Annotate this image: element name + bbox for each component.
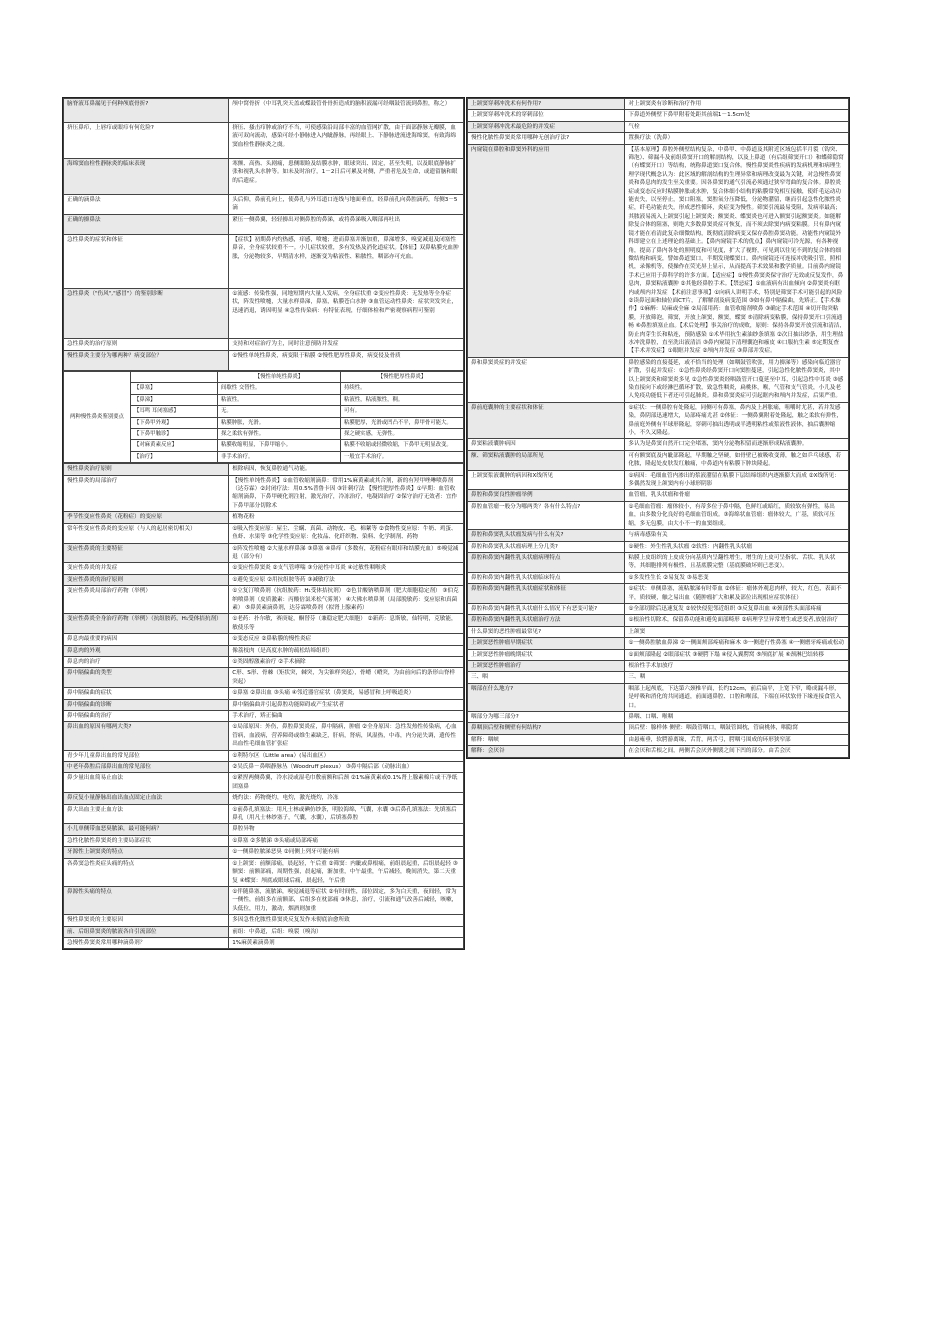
comparison-item: 【对麻黄素反应】	[131, 440, 218, 451]
comparison-value: 粘膜收缩明显，下鼻甲缩小。	[218, 440, 341, 451]
qa-row	[64, 159, 464, 195]
question-cell: 鼻腔和鼻窦良性肿瘤举例	[468, 490, 625, 501]
qa-row	[64, 235, 464, 289]
qa-row	[468, 110, 849, 121]
comparison-value: 探之硬实感，无弹性。	[341, 429, 464, 440]
answer-cell: 多因急性化脓性鼻窦炎反复发作未彻底治愈所致	[229, 915, 464, 926]
question-cell: 变应性鼻炎全身治疗药物（举例）（抗组胺药，H₁受体拮抗剂）	[64, 614, 229, 634]
question-cell: 慢性鼻窦炎的主要原因	[64, 915, 229, 926]
question-cell: 鼻出血的原因有哪两大类?	[64, 722, 229, 750]
comparison-value: 粘膜肿胀，光滑。	[218, 417, 341, 428]
question-cell: 常年性变应性鼻炎的变应原（与人的起居密切相关）	[64, 523, 229, 543]
qa-row	[64, 656, 464, 667]
answer-cell: 1%麻黄素滴鼻剂	[229, 937, 464, 948]
qa-table-right	[467, 98, 849, 758]
qa-row	[468, 626, 849, 637]
left-column	[62, 97, 465, 950]
answer-cell: 三、咽	[625, 672, 849, 683]
answer-cell: ①利特尔区（Little area）(易出血区）	[229, 750, 464, 761]
question-cell: 解释：会厌谷	[468, 746, 625, 757]
qa-row	[64, 645, 464, 656]
comparison-value: 持续性。	[341, 383, 464, 394]
qa-row	[64, 688, 464, 699]
qa-row	[64, 886, 464, 914]
answer-cell: ①紧捏两侧鼻翼，冷水浸或湿毛巾敷前额和后颈 ②1%麻黄素或0.1%肾上腺素棉片或干净纸团塞鼻	[229, 773, 464, 793]
qa-row	[468, 603, 849, 614]
answer-cell: ①症状：单侧鼻塞，流粘脓涕有时带血 ②体征：瘤体外观息肉样，较大，红色，表面不平，质较硬，触之易出血（随肿瘤扩大和累及部位出现相应症状体征）	[625, 584, 849, 604]
answer-cell: ①变态反应 ②鼻粘膜的慢性炎症	[229, 634, 464, 645]
qa-row	[468, 746, 849, 757]
qa-row	[64, 215, 464, 235]
answer-cell: ①鼻塞 ②鼻出血 ③头痛 ④邻近器官症状（鼻窦炎，易感冒和上呼吸道炎）	[229, 688, 464, 699]
question-cell: 解释：咽峡	[468, 734, 625, 745]
question-cell: 鼻腔和鼻窦内翻性乳头状瘤症状和体征	[468, 584, 625, 604]
answer-cell: ①阵发性喷嚏 ②大量水样鼻涕 ③鼻塞 ④鼻痒（多数有，花粉症有眼痒和结膜充血）⑤嗅觉减退（部分有）	[229, 543, 464, 563]
answer-cell: 寒颤、高热、头剧痛，患侧眼睑及结膜水肿，眼球突出、固定，甚至失明，以及眼底静脉扩张和视乳头水肿等。如未及时治疗，1－2日后可累及对侧，严重者危及生命，或遗留脑和眼的后遗症。	[229, 159, 464, 195]
answer-cell: ①一侧鼻腔脓涕恶臭 ②同侧上列牙可能有病	[229, 847, 464, 858]
comparison-value: 一般宜手术治疗。	[341, 451, 464, 462]
answer-cell: ①多发性生长 ②易复发 ③易恶变	[625, 572, 849, 583]
question-cell: 小儿单侧带血恶臭脓涕，最可能何病？	[64, 824, 229, 835]
comparison-value: 非手术治疗。	[218, 451, 341, 462]
answer-cell: ①一侧鼻腔脓血鼻涕 ②一侧面颊部疼痛和麻木 ③一侧进行性鼻塞 ④一侧磨牙疼痛或松动	[625, 638, 849, 649]
answer-cell: 植物花粉	[229, 512, 464, 523]
question-cell: 变应性鼻炎的并发症	[64, 563, 229, 574]
qa-row	[64, 804, 464, 824]
answer-cell: C形、S形、骨棘（矩状突，棘突，为尖锥样突起），骨嵴（嵴突，为由前向后的条形山脊样突起）	[229, 668, 464, 688]
answer-cell: 多认为是鼻窦自然开口完全堵塞，窦内分泌物积留而逐渐形成粘液囊肿。	[625, 439, 849, 450]
question-cell: 鼻息肉最重要的病因	[64, 634, 229, 645]
answer-cell: ①局部原因：外伤，鼻腔鼻窦炎症，鼻中隔病，肿瘤 ②全身原因：急性发热性传染病，心血管病，血液病，营养障碍或维生素缺乏，肝病，肾病，风湿热，中毒，内分泌失调，遗传性出血性毛细血管扩张症	[229, 722, 464, 750]
answer-cell: 紧压一侧鼻翼，轻轻擤出对侧鼻腔的鼻涕，或将鼻涕吸入咽部再吐出	[229, 215, 464, 235]
question-cell: 上颌窦恶性肿瘤晚期症状	[468, 649, 625, 660]
answer-cell: ①吸入性变应原：屋尘、尘螨、真菌、动物皮、毛、棉絮等 ②食物性变应原：牛奶、鸡蛋、鱼虾、水果等 ③化学性变应原：化妆品、化纤织物、染料、化学制剂、药物	[229, 523, 464, 543]
comparison-item: 【下鼻甲触诊】	[131, 429, 218, 440]
qa-row	[64, 339, 464, 351]
qa-row	[468, 541, 849, 552]
right-column	[466, 97, 850, 759]
question-cell: 前、后组鼻窦炎的脓液各自引流部位	[64, 926, 229, 937]
answer-cell: 【慢性单纯性鼻炎】①血管收缩剂滴鼻：常用1%麻黄素或其合剂，新的有羟甲唑啉喷鼻剂（达芬霖）②封闭疗法：用0.5%普鲁卡因 ③针刺疗法 【慢性肥厚性鼻炎】①早期：血管收缩剂滴鼻，下鼻甲硬化剂注射，激光治疗，冷冻治疗，电凝固治疗 ②保守治疗无效者：宜作下鼻甲部分切除术	[229, 475, 464, 512]
question-cell: 什么鼻窦的恶性肿瘤最常见?	[468, 626, 625, 637]
qa-row	[468, 672, 849, 683]
answer-cell: ①毛细血管瘤：瘤体较小，有蒂多位于鼻中隔，色鲜红或暗红，质较软有弹性，易出血，由多数分化良好的毛细血管组成。③海绵状血管瘤：瘤体较大，广基，质软可压缩，多无包膜，由大小不一的血窦组成。	[625, 501, 849, 529]
question-cell: 上颌窦恶性肿瘤治疗	[468, 660, 625, 671]
answer-cell: 手术治疗，矫正偏曲	[229, 711, 464, 722]
question-cell: 急性鼻炎的治疗原则	[64, 339, 229, 351]
qa-row	[468, 121, 849, 132]
answer-cell: 鼻咽、口咽、喉咽	[625, 712, 849, 723]
comparison-item: 【鼻塞】	[131, 383, 218, 394]
answer-cell: ①根治性切除术，保留鼻功能和避免面部畸形 ②病理学呈异常增生或恶变者,放射治疗	[625, 615, 849, 626]
comparison-header-cell: 【慢性肥厚性鼻炎】	[341, 372, 464, 383]
comparison-value: 粘液性，粘液脓性，稠。	[341, 394, 464, 405]
qa-row	[468, 133, 849, 144]
question-cell: 上颌窦穿刺冲洗术有何作用?	[468, 99, 625, 110]
comparison-value: 粘液性。	[218, 394, 341, 405]
qa-row	[64, 915, 464, 926]
qa-row	[64, 847, 464, 858]
question-cell: 鼻窦粘液囊肿病因	[468, 439, 625, 450]
comparison-table	[63, 371, 464, 463]
qa-row	[468, 584, 849, 604]
question-cell: 慢性鼻炎治疗原则	[64, 464, 229, 475]
question-cell: 上颌窦浆液囊肿的病因和X线所见	[468, 470, 625, 490]
answer-cell: 可有额窦底及内眦部隆起，早期触之坚硬，如骨壁已被吸收变薄，触之如乒乓球感，若化脓，隆起处皮肤发红触痛，中鼻道内有粘膜下肿块隆起。	[625, 450, 849, 470]
question-cell: 急性鼻炎的症状和体征	[64, 235, 229, 289]
qa-row	[64, 586, 464, 614]
comparison-item: 【治疗】	[131, 451, 218, 462]
question-cell: 内窥镜在鼻腔和鼻窦外科的应用	[468, 144, 625, 357]
answer-cell: ①慢性单纯性鼻炎，病变限于粘膜 ②慢性肥厚性鼻炎，病变侵及骨质	[229, 351, 464, 371]
question-cell: 鼻大出血主要止血方法	[64, 804, 229, 824]
qa-row	[64, 937, 464, 948]
comparison-item: 【下鼻甲外观】	[131, 417, 218, 428]
answer-cell: 由悬雍垂，软腭游离缘，舌背，两舌弓，腭咽弓围成的环形狭窄部	[625, 734, 849, 745]
qa-row	[468, 357, 849, 402]
answer-cell: ①立复汀喷鼻剂（抗组胺药：H₁受体拮抗剂） ②色甘酸钠喷鼻剂（肥大细胞稳定剂） ③伯克纳喷鼻剂（皮质激素：丙酸倍氯米松气雾剂） ④大佛水喷鼻剂（局部脱敏药：变应原和真菌素） ⑤鼻黄素滴鼻剂，达芬霖喷鼻剂（拟肾上腺素药）	[229, 586, 464, 614]
comparison-value: 无。	[218, 406, 341, 417]
qa-row	[64, 99, 464, 123]
question-cell: 额、筛窦粘液囊肿的局部所见	[468, 450, 625, 470]
question-cell: 鼻腔和鼻窦内翻性乳头状瘤临床特点	[468, 572, 625, 583]
qa-row	[64, 523, 464, 543]
answer-cell: ②吴氏鼻－鼻咽静脉丛（Woodruff plexus） ③鼻中隔后部（动脉出血）	[229, 762, 464, 773]
question-cell: 挤压鼻疖，上唇疖或眼疖有何危险?	[64, 123, 229, 159]
answer-cell: ①老药：扑尔敏，赛庚啶，酮替芬（兼稳定肥大细胞） ②新药：息斯敏，仙特明，克敏能，敏使乐等	[229, 614, 464, 634]
qa-row	[468, 723, 849, 734]
answer-cell: 挤压、搔击疖肿或治疗不当，可使感染沿局部丰富的血管网扩散，由于面部静脉无瓣膜，血液可双向流动，感染可经小静脉进入内眦静脉，再经眼上、下静脉进流进海绵窦，有致海绵窦血栓性静脉炎之虞。	[229, 123, 464, 159]
qa-row	[468, 638, 849, 649]
question-cell: 变应性鼻炎局部治疗药物（举例）	[64, 586, 229, 614]
question-cell: 鼻中隔偏曲的症状	[64, 688, 229, 699]
question-cell: 鼻咽顶后壁和侧壁有何结构?	[468, 723, 625, 734]
answer-cell: ①上颌窦：前额部痛，晨起轻，午后重 ②筛窦：内眦或鼻根痛，前组晨起重，后组晨起轻 ③额窦：前额部痛，周期性强，晨起痛，渐加重，中午最重，午后减轻，晚间消失，第二天重复 ④蝶窦：颅底或眼球后痛，晨起轻，午后重	[229, 858, 464, 886]
question-cell: 鼻中隔偏曲的治疗	[64, 711, 229, 722]
qa-table-left	[63, 98, 464, 371]
answer-cell: 顶后壁：腺样体 侧壁：咽鼓管咽口，咽鼓管圆枕，管扁桃体，咽隐窝	[625, 723, 849, 734]
answer-cell: 下鼻道外侧壁下鼻甲附着处距其前端1－1.5cm处	[625, 110, 849, 121]
question-cell: 咽部在什么地方?	[468, 683, 625, 711]
comparison-header-cell	[131, 372, 218, 383]
answer-cell: 上颌窦	[625, 626, 849, 637]
answer-cell: 【基本原理】鼻腔外侧壁结构复杂，中鼻甲、中鼻道及其附近区域包括半月裂（钩突、筛泡）、筛漏斗及前组鼻窦开口的解剖结构，以及上鼻道（有后组筛窦开口）和蝶筛隐窝（有蝶窦开口）等结构，统称鼻道窦口复合体。慢性鼻窦炎性疾病的发病机理和病理生理学现代概念认为：此区域的解剖结构的生理异常和病理改变最为关键，对急慢性鼻窦炎和鼻息肉的发生至关重要。因各鼻窦的通气引流必须通过狭窄弯曲的复合体。鼻腔炎症或变态反应时粘膜肿胀或水肿，复合体细小结构的粘膜常免相互接触，使纤毛运动功能丧失，以至停止，窦口阻塞，窦腔氧分压降低，分泌物潴留，继而引起急性化脓性炎症，纤毛功能丧失，形成恶性循环，炎症变为慢性。筛窦引流最易受阻，发病率最高；其脓液易流入上颌窦引起上颌窦炎；额窦炎、蝶窦炎也可进入额窦引起额窦炎。如能解除复合体的阻塞，则绝大多数鼻窦炎症可恢复，而不须去除窦内病变粘膜。只有鼻内窥镜才能在看清此复杂细微结构，既彻底清除病变又保存鼻腔鼻窦功能。功能性内窥镜外科即建立在上述理论的基础上。【鼻内窥镜手术的优点】鼻内窥镜可冷光源，有各种视角，提高了鼻内各处的照明度和可见度，扩大了视野，可见到以往见不到的复合体的细微结构和病变，譬如鼻道窦口，半期发现蝶窦口。鼻内窥镜还可连接冲洗吸引管，照相机，录像机等，使操作在荧光屏上显示，从而提高手术效果和教学质量。目前鼻内窥镜手术已应用于鼻科学的许多方面。【适应症】①慢性鼻窦炎保守治疗无效或反复发作，鼻息肉，鼻窦粘液囊肿 ②其他经鼻腔手术。【禁忌症】①血液病有出血倾向 ②鼻窦炎有眶内或颅内并发症 【术前注意事项】①向病人讲明手术，特别是筛窦手术可能引起的风险 ②读鼻冠面和轴位面CT片，了解解剖及病变范围 ③如有鼻中隔偏曲，先矫正。【手术操作】①麻醉：局麻或全麻 ②局部用药：血管收缩剂喷鼻 ③确定手术范围 ④切开钩突粘膜，开放筛泡，筛窦，开放上颌窦，额窦，蝶窦 ⑤清除病变粘膜，保持鼻窦开口引流通畅 ⑥鼻腔填塞止血。【术后处理】事关治疗的成败，原则：保持各鼻窦开放引流和清洁，防止肉芽生长和粘连，预防感染 ①术毕用抗生素油纱条填塞 ②次日抽出纱条，用生理盐水冲洗鼻腔，直至洗出液清洁 ③鼻内窥镜下清理囊泡和痂皮 ④口服抗生素 ⑤定期复查 【手术并发症】①眼眶并发症 ②颅内并发症 ③鼻部并发症。	[625, 144, 849, 357]
answer-cell: 置换疗法（洗鼻）	[625, 133, 849, 144]
answer-cell: ①流感：传染性强，同地短期内大量人发病，全身症状重 ②变应性鼻炎：无发热等全身症状，阵发性喷嚏，大量水样鼻涕，鼻塞，粘膜苍白水肿 ③血管运动性鼻炎：症状突发突止，迅速消退，诱因明显 ④急性传染病：有特征表现，仔细体检和严密观察病程可鉴别	[229, 289, 464, 339]
qa-row	[64, 699, 464, 710]
answer-cell: ①病因：毛细血管内渗出的浆液潴留在粘膜下层结缔组织内逐渐膨大而成 ②X线所见：多偶然发现上颌窦内有小球形阴影	[625, 470, 849, 490]
qa-row	[64, 750, 464, 761]
question-cell: 上颌窦穿刺冲洗术的穿刺部位	[468, 110, 625, 121]
answer-cell: ①变应性鼻窦炎 ②支气管哮喘 ③分泌性中耳炎 ④过敏性咽喉炎	[229, 563, 464, 574]
qa-row	[64, 351, 464, 371]
answer-cell: 头后仰，鼻前孔向上，使鼻孔与外耳道口连线与地面垂直，经鼻前孔向鼻腔滴药，每侧3－5滴	[229, 195, 464, 215]
question-cell: 鼻息肉的外观	[64, 645, 229, 656]
qa-row	[64, 773, 464, 793]
qa-row	[468, 572, 849, 583]
question-cell: 鼻腔血管瘤一般分为哪两类？各有什么特点?	[468, 501, 625, 529]
answer-cell: 根治性手术加放疗	[625, 660, 849, 671]
answer-cell: 支持和对症治疗为主，同时注意预防并发症	[229, 339, 464, 351]
qa-row	[468, 470, 849, 490]
question-cell: 变应性鼻炎的治疗原则	[64, 574, 229, 585]
qa-row	[64, 123, 464, 159]
comparison-value: 粘膜不收缩或轻微收缩，下鼻甲无明显改变。	[341, 440, 464, 451]
qa-row	[64, 563, 464, 574]
qa-row	[64, 835, 464, 846]
question-cell: 海绵窦血栓性静脉炎的临床表现	[64, 159, 229, 195]
question-cell: 鼻中隔偏曲的类型	[64, 668, 229, 688]
qa-row	[64, 475, 464, 512]
question-cell: 中老年鼻腔后部鼻出血的常见部位	[64, 762, 229, 773]
qa-row	[468, 450, 849, 470]
answer-cell: ①全部切除后迅速复发 ②较快侵犯邻近组织 ③反复鼻出血 ④颈部性头面部疼痛	[625, 603, 849, 614]
answer-cell: 烧灼法：药物烧灼，电灼，激光烧灼，冷冻	[229, 793, 464, 804]
answer-cell: 气栓	[625, 121, 849, 132]
question-cell: 鼻源性头痛的特点	[64, 886, 229, 914]
question-cell: 青少年儿童鼻出血的常见部位	[64, 750, 229, 761]
question-cell: 咽部分为哪三部分?	[468, 712, 625, 723]
comparison-item: 【耳鸣 耳闭塞感】	[131, 406, 218, 417]
answer-cell: 颅中窝骨折（中耳乳突天盖或蝶鼓管骨骨折造成的脑积液漏可经咽鼓管流到鼻腔，称之）	[229, 99, 464, 123]
answer-cell: 前组：中鼻道，后组：嗅裂（嗅沟）	[229, 926, 464, 937]
question-cell: 慢性鼻炎主要分为哪两种？病变部位？	[64, 351, 229, 371]
answer-cell: ①鼻塞 ②多脓涕 ③头痛或局部疼痛	[229, 835, 464, 846]
answer-cell: 鼻腔感染的直接蔓延，或不恰当的处理（如咽鼓管吹张，用力擤涕等）感染向临近器官扩散，引起并发症：①急性鼻炎经鼻窦开口向窦腔蔓延，引起急性化脓性鼻窦炎，其中以上颌窦炎和筛窦炎多见 ②急性鼻窦炎经咽鼓管开口蔓延至中耳，引起急性中耳炎 ③感染直接向下或经淋巴循环扩散，致急性咽炎，扁桃体，喉，气管和支气管炎，小儿及老人免疫功能低下者还可引起肺炎。鼻和鼻窦炎症可引起眶内和颅内并发症，后果严重。	[625, 357, 849, 402]
qa-row	[64, 289, 464, 339]
qa-row	[64, 574, 464, 585]
question-cell: 急慢性鼻窦炎常用哪种滴鼻剂？	[64, 937, 229, 948]
qa-row	[64, 762, 464, 773]
qa-row	[64, 722, 464, 750]
qa-row	[64, 858, 464, 886]
question-cell: 鼻腔和鼻窦内翻性乳头状瘤什么情况下有恶变可能?	[468, 603, 625, 614]
qa-row	[64, 614, 464, 634]
answer-cell: ①面颊部隆起 ②眼部症状 ③硬腭下塌 ④侵入翼腭窝 ⑤颅底扩展 ⑥颈淋巴结转移	[625, 649, 849, 660]
question-cell: 季节性变应性鼻炎（花粉症）的变应原	[64, 512, 229, 523]
qa-row	[468, 552, 849, 572]
question-cell: 鼻中隔偏曲的诊断	[64, 699, 229, 710]
answer-cell: ①症状：一侧鼻腔有处隆起，同侧可有鼻塞，鼻内及上唇胀痛，咀嚼时尤甚，若并发感染，鼻阴部迅速增大，局部疼痛尤甚 ②体征：一侧鼻翼附着处隆起，触之柔软有弹性，鼻前庭外侧有半球形隆起，穿刺可抽出透明或半透明粘性或浆液性液体，抽后囊肿缩小，不久又隆起。	[625, 402, 849, 439]
qa-row	[468, 615, 849, 626]
answer-cell: ①类固醇激素治疗 ②手术摘除	[229, 656, 464, 667]
comparison-value: 间歇性 交替性。	[218, 383, 341, 394]
answer-cell: 粘膜上皮组织的上皮成分向基质内呈翻性增生，增生的上皮可呈指状、舌状、乳头状等，其细胞排列有极性，且基底膜完整（基底膜破坏则已恶变）。	[625, 552, 849, 572]
qa-row	[468, 734, 849, 745]
qa-row	[64, 464, 464, 475]
qa-row	[468, 683, 849, 711]
answer-cell: 咽部上起颅底，下达第六颈椎平面，长约12cm，前后扁平，上宽下窄，略成漏斗形，是呼吸和消化的共同通道，前面通鼻腔、口腔和喉部，下端在环状软骨下缘连接食管入口。	[625, 683, 849, 711]
qa-table-left-2	[63, 463, 464, 949]
qa-row	[64, 668, 464, 688]
qa-row	[64, 512, 464, 523]
comparison-value: 粘膜肥厚，光滑或凹凸不平，鼻甲骨可能大。	[341, 417, 464, 428]
answer-cell: 鼻中隔偏曲并引起鼻腔功能障碍或产生症状者	[229, 699, 464, 710]
answer-cell: 【症状】初期鼻内灼热感，痒感，喷嚏；进而鼻塞并渐加重，鼻涕增多，嗅觉减退及闭塞性鼻音，全身症状较重不一。小儿症状较重，多有发热及消化道症状。【体征】双鼻粘膜充血肿胀，分泌物较多，早期清水样，逐渐变为粘液性、粘脓性，咽部亦可充血。	[229, 235, 464, 289]
question-cell: 慢性鼻炎的局部治疗	[64, 475, 229, 512]
answer-cell: 鼻腔异物	[229, 824, 464, 835]
comparison-value: 可有。	[341, 406, 464, 417]
comparison-header-cell: 【慢性单纯性鼻炎】	[218, 372, 341, 383]
answer-cell: ①硬性：外生性乳头状瘤 ②软性：内翻性乳头状瘤	[625, 541, 849, 552]
qa-row	[468, 649, 849, 660]
answer-cell: 根除病因，恢复鼻腔通气功能。	[229, 464, 464, 475]
question-cell: 急性化脓性鼻窦炎的主要局部症状	[64, 835, 229, 846]
qa-row	[468, 402, 849, 439]
question-cell: 急性鼻炎（"伤风","感冒"）的鉴别诊断	[64, 289, 229, 339]
question-cell: 变应性鼻炎的主要特征	[64, 543, 229, 563]
question-cell: 鼻和鼻窦炎症的并发症	[468, 357, 625, 402]
question-cell: 上颌窦穿刺冲洗术最危险的并发症	[468, 121, 625, 132]
answer-cell: ①伴随鼻塞，流脓涕，嗅觉减退等症状 ②有时间性，部位固定，多为白天重，夜间轻，常为一侧性，前组多在前额部，后组多在枕部痛 ③休息，治疗，引流和通气改善后减轻，咳嗽，头低位，用力，激动，烟酒则加重	[229, 886, 464, 914]
qa-row	[64, 793, 464, 804]
question-cell: 三、咽	[468, 672, 625, 683]
answer-cell: ①避免变应原 ②用抗组胺等药 ③减敏疗法	[229, 574, 464, 585]
qa-row	[64, 543, 464, 563]
comparison-item: 【鼻涕】	[131, 394, 218, 405]
qa-row	[468, 712, 849, 723]
question-cell: 鼻腔和鼻窦内翻性乳头状瘤病理特点	[468, 552, 625, 572]
question-cell: 正确的滴鼻法	[64, 195, 229, 215]
question-cell: 慢性化脓性鼻窦炎常用哪种无创治疗法?	[468, 133, 625, 144]
comparison-header-row	[64, 372, 464, 383]
answer-cell: 对上颌窦炎有诊断和治疗作用	[625, 99, 849, 110]
qa-row	[468, 144, 849, 357]
answer-cell: 与病毒感染有关	[625, 530, 849, 541]
answer-cell: 在会厌和舌根之间，两侧舌会厌外侧襞之间下凹的部分。由舌会厌	[625, 746, 849, 757]
answer-cell: 像荔枝肉（是高度水肿的疏松结缔组织）	[229, 645, 464, 656]
question-cell: 鼻反复小量静脉出血出血点固定止血法	[64, 793, 229, 804]
question-cell: 脑脊液耳鼻漏见于何种颅底骨折?	[64, 99, 229, 123]
qa-row	[64, 711, 464, 722]
comparison-value: 探之柔软有弹性。	[218, 429, 341, 440]
question-cell: 鼻腔和鼻窦乳头状瘤发病与什么有关?	[468, 530, 625, 541]
question-cell: 各鼻窦急性炎症头痛的特点	[64, 858, 229, 886]
comparison-label: 两种慢性鼻炎鉴别要点	[64, 372, 131, 463]
qa-row	[64, 824, 464, 835]
answer-cell: 血管瘤，乳头状瘤和骨瘤	[625, 490, 849, 501]
question-cell: 鼻腔和鼻窦乳头状瘤病理上分几类?	[468, 541, 625, 552]
question-cell: 上颌窦恶性肿瘤早期症状	[468, 638, 625, 649]
qa-row	[468, 501, 849, 529]
question-cell: 正确的擤鼻法	[64, 215, 229, 235]
qa-row	[468, 99, 849, 110]
qa-row	[64, 926, 464, 937]
qa-row	[468, 530, 849, 541]
qa-row	[468, 490, 849, 501]
qa-row	[468, 660, 849, 671]
qa-row	[64, 634, 464, 645]
answer-cell: ①前鼻孔填塞法：用凡士林或碘仿纱条，明胶海绵，气囊，水囊 ③后鼻孔填塞法：先填塞后鼻孔（用凡士林纱塞子，气囊，水囊），后填塞鼻腔	[229, 804, 464, 824]
qa-row	[468, 439, 849, 450]
question-cell: 鼻息肉的治疗	[64, 656, 229, 667]
question-cell: 牙源性上颌窦炎的特点	[64, 847, 229, 858]
question-cell: 鼻腔和鼻窦内翻性乳头状瘤治疗方法	[468, 615, 625, 626]
question-cell: 鼻前庭囊肿的主要症状和体征	[468, 402, 625, 439]
qa-row	[64, 195, 464, 215]
question-cell: 鼻少量出血简易止血法	[64, 773, 229, 793]
